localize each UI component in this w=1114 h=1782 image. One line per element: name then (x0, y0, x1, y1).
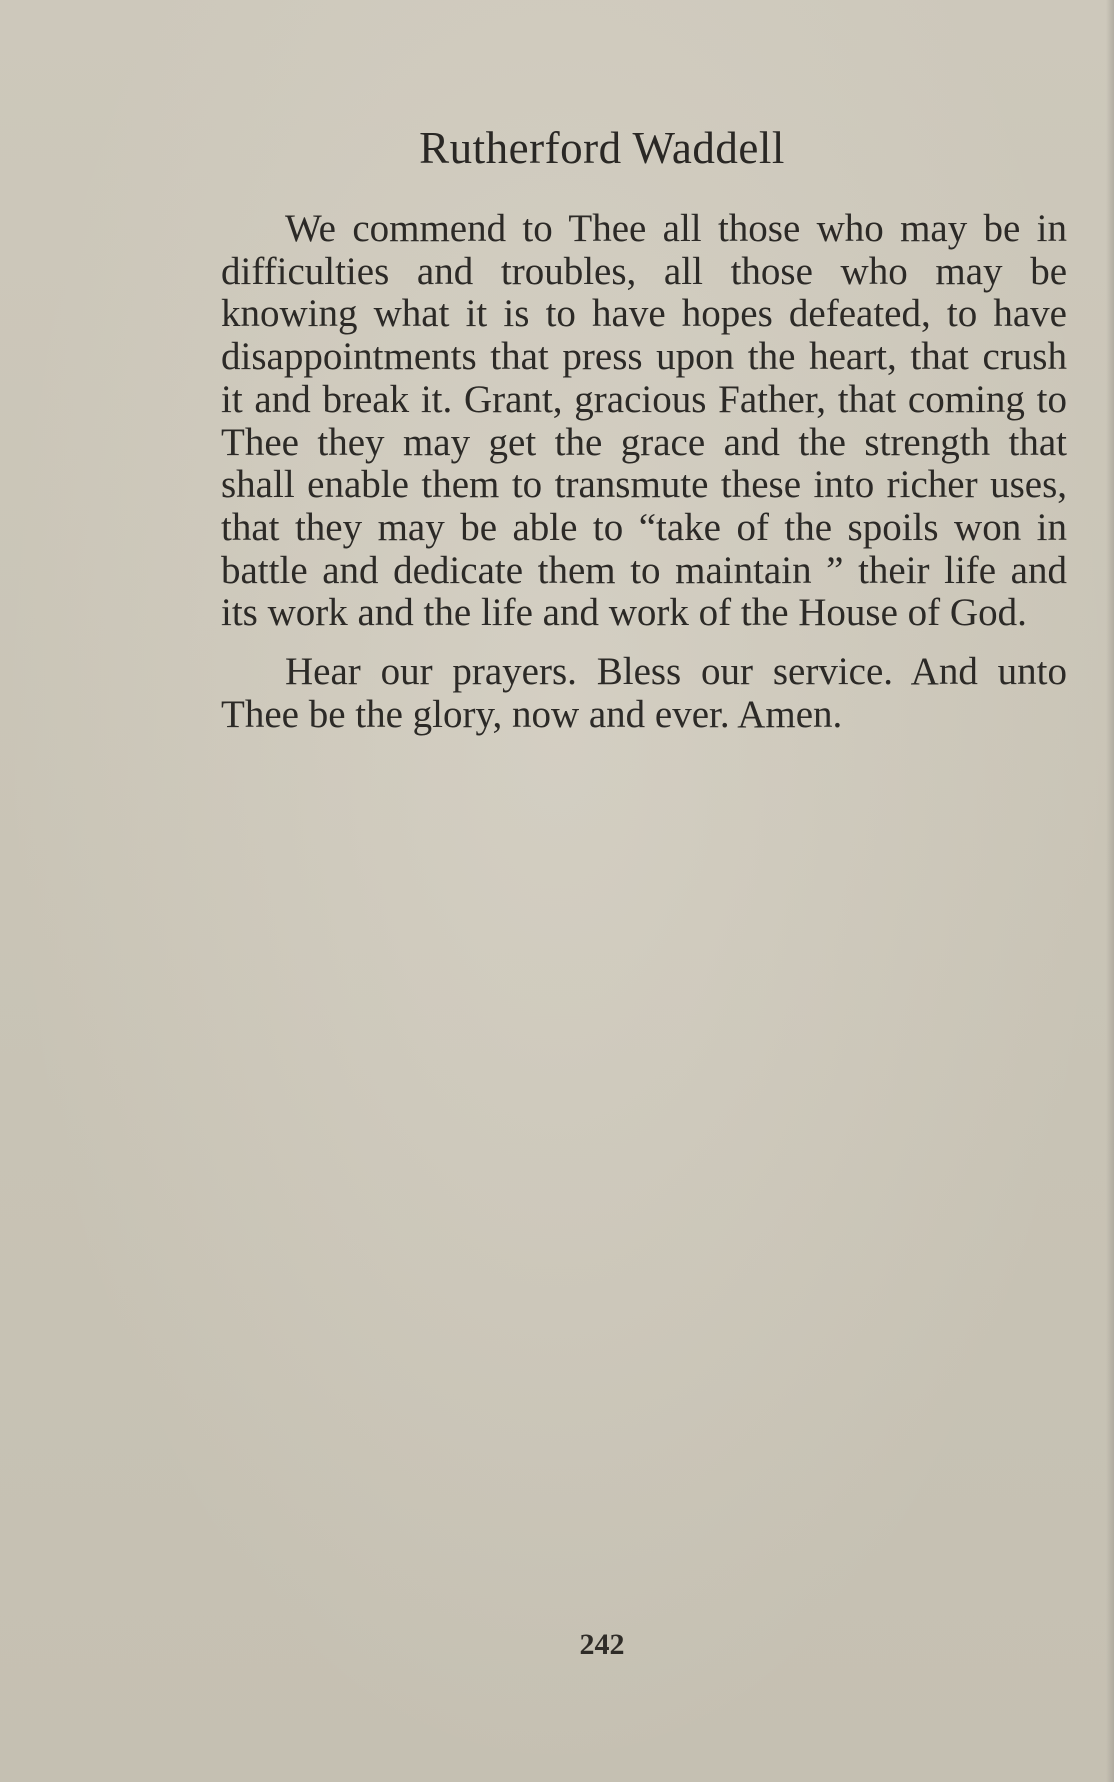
running-head: Rutherford Waddell (419, 123, 785, 173)
page-number: 242 (579, 1628, 625, 1661)
paragraph-prayer: We commend to Thee all those who may be in difficulties and troubles, all those who may be knowing what it is to have hopes defeated, to have disappointments that press upon the heart, that crush it and break it. Grant, gracious Father, that coming to Thee they may get the grace and the strength that shall enable them to transmute these into richer uses, that they may be able to “take of the spoils won in battle and dedicate them to maintain ” their life and its work and the life and work of the House of God. (221, 207, 1067, 635)
paragraph-closing: Hear our prayers. Bless our service. And unto Thee be the glory, now and ever. Amen. (221, 650, 1067, 736)
body-text (221, 208, 1067, 736)
page-edge-shadow (1106, 0, 1114, 1782)
